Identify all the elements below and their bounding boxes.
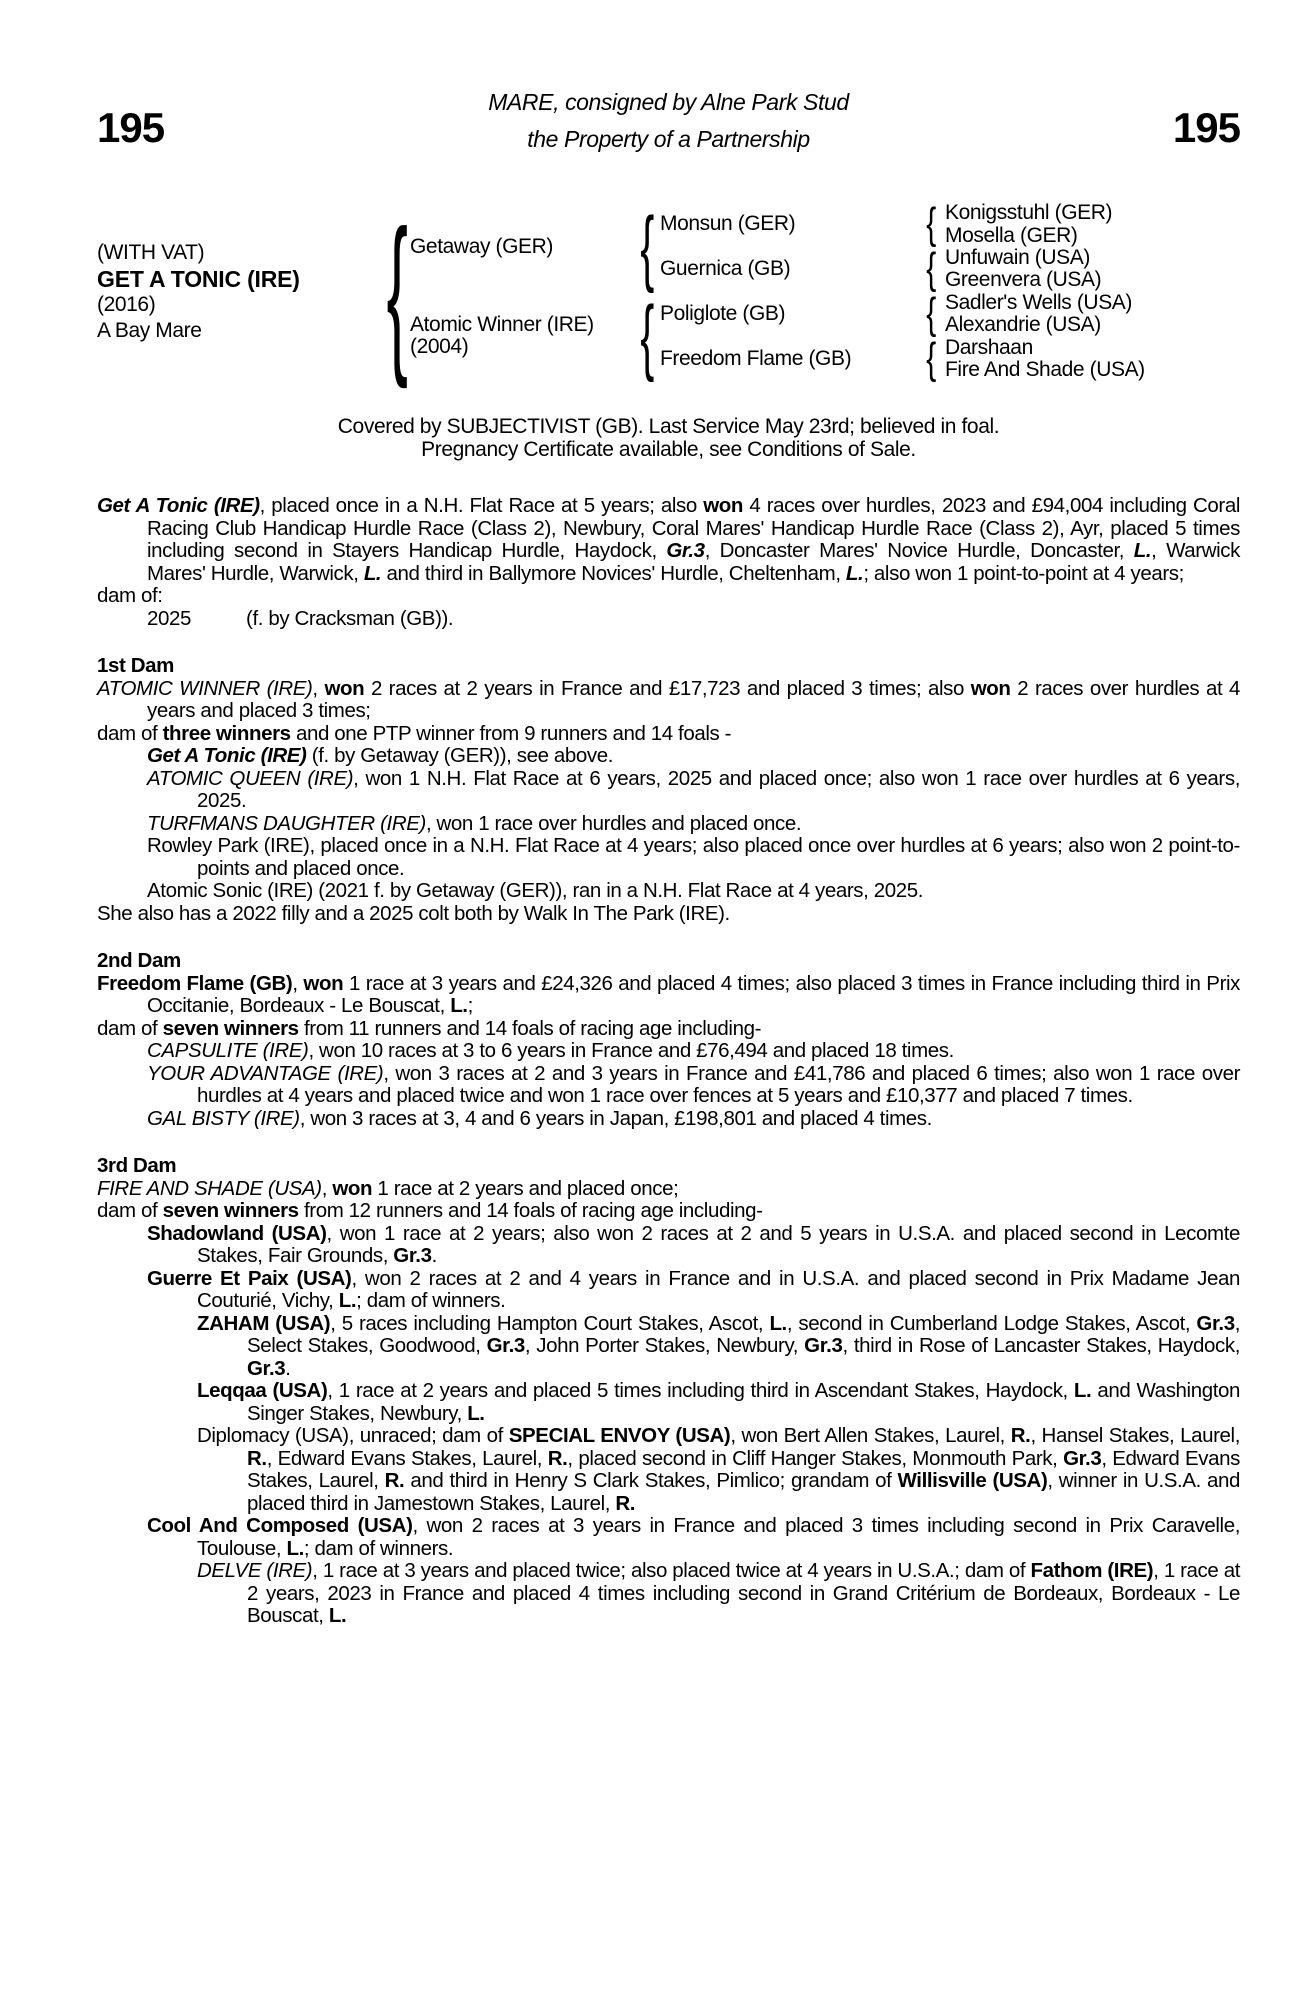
catalogue-paragraph: ATOMIC WINNER (IRE), won 2 races at 2 years in France and £17,723 and placed 3 times; also won 2 races over hurdles at 4 years and placed 3 times; (97, 676, 1240, 723)
great-grandparent-name: Greenvera (USA) (945, 268, 1102, 292)
dam-section-heading: 1st Dam (97, 654, 174, 678)
pedigree-brace: { (926, 288, 937, 338)
catalogue-paragraph: Rowley Park (IRE), placed once in a N.H. Flat Race at 4 years; also placed once over hurdles at 6 years; also won 2 point-to-points and placed once. (147, 834, 1240, 880)
pedigree-brace: { (926, 199, 937, 249)
dams-dam-name: Freedom Flame (GB) (660, 346, 852, 370)
pedigree-subject (97, 240, 385, 344)
catalogue-paragraph: ATOMIC QUEEN (IRE), won 1 N.H. Flat Race at 6 years, 2025 and placed once; also won 1 race over hurdles at 6 years, 2025. (147, 766, 1240, 813)
catalogue-paragraph: YOUR ADVANTAGE (IRE), won 3 races at 2 and 3 years in France and £41,786 and placed 6 times; also won 1 race over hurdles at 4 years and placed twice and won 1 race over fences at 5 years and £10,377 and placed 7 times. (147, 1061, 1240, 1108)
pedigree-brace: { (640, 289, 655, 383)
dam-section-heading: 3rd Dam (97, 1154, 177, 1178)
catalogue-paragraph: Get A Tonic (IRE) (f. by Getaway (GER)), see above. (147, 744, 614, 768)
ownership-title: the Property of a Partnership (527, 126, 810, 152)
great-grandparent-name: Sadler's Wells (USA) (945, 290, 1132, 314)
horse-name: GET A TONIC (IRE) (97, 265, 300, 292)
great-grandparent-name: Mosella (GER) (945, 223, 1078, 247)
catalogue-paragraph: Atomic Sonic (IRE) (2021 f. by Getaway (GER)), ran in a N.H. Flat Race at 4 years, 2025. (147, 879, 923, 903)
catalogue-paragraph: TURFMANS DAUGHTER (IRE), won 1 race over hurdles and placed once. (147, 811, 802, 835)
sires-sire-name: Monsun (GER) (660, 212, 796, 236)
great-grandparent-name: Alexandrie (USA) (945, 313, 1101, 337)
catalogue-paragraph: Diplomacy (USA), unraced; dam of SPECIAL ENVOY (USA), won Bert Allen Stakes, Laurel, R., Hansel Stakes, Laurel, R., Edward Evans Stakes, Laurel, R., placed second in Cliff Hanger Stakes, Monmouth Park, Gr.3, Edward Evans Stakes, Laurel, R. and third in Henry S Clark Stakes, Pimlico; grandam of Willisville (USA), winner in U.S.A. and placed third in Jamestown Stakes, Laurel, R. (197, 1424, 1241, 1515)
foaling-year: (2016) (97, 292, 156, 316)
page-header (97, 84, 1240, 158)
great-grandparent-name: Konigsstuhl (GER) (945, 201, 1113, 225)
catalogue-paragraph: dam of three winners and one PTP winner from 9 runners and 14 foals - (97, 721, 732, 745)
catalogue-paragraph: Shadowland (USA), won 1 race at 2 years; also won 2 races at 2 and 5 years in U.S.A. and placed second in Lecomte Stakes, Fair Grounds, Gr.3. (147, 1221, 1240, 1268)
catalogue-body (97, 495, 1240, 1628)
pregnancy-certificate-line: Pregnancy Certificate available, see Conditions of Sale. (421, 438, 916, 462)
header-titles (267, 84, 1070, 158)
covering-line: Covered by SUBJECTIVIST (GB). Last Service May 23rd; believed in foal. (337, 415, 1000, 439)
lot-race-record: Get A Tonic (IRE), placed once in a N.H. Flat Race at 5 years; also won 4 races over hurdles, 2023 and £94,004 including Coral Racing Club Handicap Hurdle Race (Class 2), Newbury, Coral Mares' Handicap Hurdle Race (Class 2), Ayr, placed 5 times including second in Stayers Handicap Hurdle, Haydock, Gr.3, Doncaster Mares' Novice Hurdle, Doncaster, L., Warwick Mares' Hurdle, Warwick, L. and third in Ballymore Novices' Hurdle, Cheltenham, L.; also won 1 point-to-point at 4 years; (97, 494, 1240, 585)
pedigree-brace: { (386, 193, 409, 390)
catalogue-paragraph: Leqqaa (USA), 1 race at 2 years and placed 5 times including third in Ascendant Stakes, Haydock, L. and Washington Singer Stakes, Newbury, L. (197, 1379, 1240, 1425)
pedigree-table (97, 193, 1240, 390)
sires-dam-name: Guernica (GB) (660, 257, 791, 281)
consignor-title: MARE, consigned by Alne Park Stud (488, 89, 849, 115)
sire-name: Getaway (GER) (410, 234, 553, 258)
catalogue-paragraph: CAPSULITE (IRE), won 10 races at 3 to 6 years in France and £76,494 and placed 18 times. (147, 1039, 954, 1063)
lot-number-left: 195 (97, 104, 165, 151)
pedigree-brace: { (926, 333, 937, 383)
catalogue-paragraph: dam of seven winners from 11 runners and 14 foals of racing age including- (97, 1016, 762, 1040)
dam-sections (97, 655, 1240, 1628)
catalogue-paragraph: FIRE AND SHADE (USA), won 1 race at 2 years and placed once; (97, 1176, 679, 1200)
vat-note: (WITH VAT) (97, 240, 205, 264)
catalogue-paragraph: She also has a 2022 filly and a 2025 colt both by Walk In The Park (IRE). (97, 901, 730, 925)
lot-number-right: 195 (1172, 104, 1240, 151)
pedigree-brace: { (926, 244, 937, 294)
produce-line: 2025 (f. by Cracksman (GB)). (147, 606, 454, 630)
catalogue-paragraph: Freedom Flame (GB), won 1 race at 3 years and £24,326 and placed 4 times; also placed 3 times in France including third in Prix Occitanie, Bordeaux - Le Bouscat, L.; (97, 971, 1240, 1018)
catalogue-paragraph: Guerre Et Paix (USA), won 2 races at 2 and 4 years in France and in U.S.A. and placed second in Prix Madame Jean Couturié, Vichy, L.; dam of winners. (147, 1266, 1240, 1313)
dam-section-heading: 2nd Dam (97, 949, 181, 973)
catalogue-paragraph: Cool And Composed (USA), won 2 races at 3 years in France and placed 3 times including second in Prix Caravelle, Toulouse, L.; dam of winners. (147, 1514, 1240, 1560)
catalogue-paragraph: dam of seven winners from 12 runners and 14 foals of racing age including- (97, 1199, 763, 1223)
great-grandparent-name: Unfuwain (USA) (945, 245, 1090, 269)
dam-name-line: Atomic Winner (IRE) (410, 313, 594, 337)
dam-name (410, 314, 635, 358)
horse-description: A Bay Mare (97, 318, 202, 342)
catalogue-paragraph: DELVE (IRE), 1 race at 3 years and placed twice; also placed twice at 4 years in U.S.A.; dam of Fathom (IRE), 1 race at 2 years, 2023 in France and placed 4 times including second in Grand Critérium de Bordeaux, Bordeaux - Le Bouscat, L. (197, 1559, 1241, 1628)
catalogue-paragraph: ZAHAM (USA), 5 races including Hampton Court Stakes, Ascot, L., second in Cumberland Lodge Stakes, Ascot, Gr.3, Select Stakes, Goodwood, Gr.3, John Porter Stakes, Newbury, Gr.3, third in Rose of Lancaster Stakes, Haydock, Gr.3. (197, 1311, 1241, 1380)
catalogue-paragraph: GAL BISTY (IRE), won 3 races at 3, 4 and 6 years in Japan, £198,801 and placed 4 times. (147, 1106, 932, 1130)
dam-year: (2004) (410, 335, 469, 359)
pedigree-brace: { (640, 199, 655, 293)
great-grandparent-name: Darshaan (945, 335, 1033, 359)
dams-sire-name: Poliglote (GB) (660, 301, 786, 325)
dam-of-label: dam of: (97, 584, 163, 608)
great-grandparent-name: Fire And Shade (USA) (945, 357, 1145, 381)
covering-details (97, 415, 1240, 461)
